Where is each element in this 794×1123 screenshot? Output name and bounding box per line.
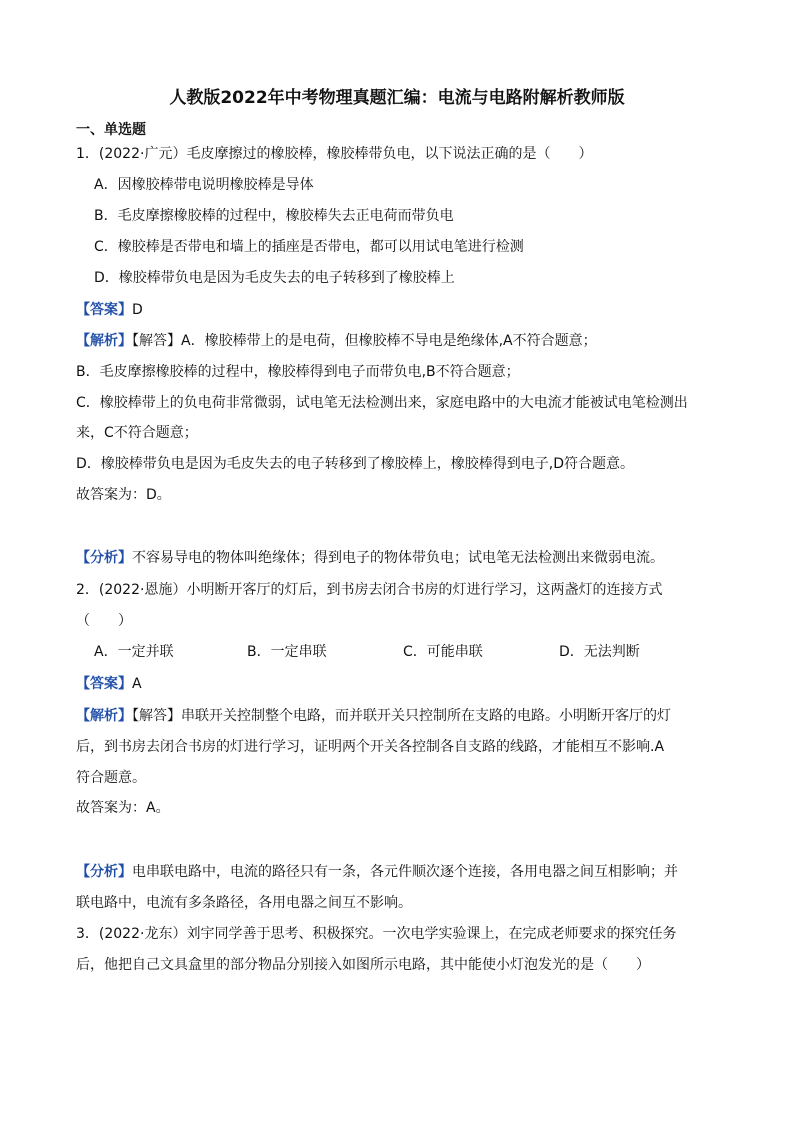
page-title: 人教版2022年中考物理真题汇编：电流与电路附解析教师版	[169, 88, 625, 108]
q3-stem-line1: 3．(2022·龙东）刘宇同学善于思考、积极探究。一次电学实验课上，在完成老师要求的探究任务	[76, 926, 677, 942]
q1-option-a: A．因橡胶棒带电说明橡胶棒是导体	[94, 177, 314, 193]
answer-tag: 【答案】	[76, 676, 132, 692]
q2-option-a: A．一定并联	[94, 644, 174, 660]
q2-analysis-line: 后，到书房去闭合书房的灯进行学习，证明两个开关各控制各自支路的线路，才能相互不影响.A	[76, 739, 665, 755]
q1-answer	[76, 300, 726, 320]
q2-stem-line2: （ ）	[76, 613, 132, 629]
analysis-tag: 【解析】	[76, 708, 132, 724]
q1-analysis-line: C．橡胶棒带上的负电荷非常微弱，试电笔无法检测出来，家庭电路中的大电流才能被试电笔检测出	[76, 395, 688, 411]
q2-analysis-first	[76, 706, 726, 726]
fenxi-text: 不容易导电的物体叫绝缘体；得到电子的物体带负电；试电笔无法检测出来微弱电流。	[132, 550, 664, 566]
q1-analysis-line: D．橡胶棒带负电是因为毛皮失去的电子转移到了橡胶棒上，橡胶棒得到电子,D符合题意。	[76, 456, 635, 472]
analysis-text: 【解答】A．橡胶棒带上的是电荷，但橡胶棒不导电是绝缘体,A不符合题意；	[132, 333, 597, 349]
q2-conclusion: 故答案为：A。	[76, 800, 170, 816]
q2-analysis-line: 符合题意。	[76, 770, 146, 786]
q2-option-d: D．无法判断	[559, 644, 640, 660]
q2-fenxi	[76, 862, 726, 882]
q1-option-c: C．橡胶棒是否带电和墙上的插座是否带电，都可以用试电笔进行检测	[94, 239, 524, 255]
analysis-text: 【解答】串联开关控制整个电路，而并联开关只控制所在支路的电路。小明断开客厅的灯	[132, 708, 671, 724]
q2-option-c: C．可能串联	[403, 644, 483, 660]
section-heading: 一、单选题	[76, 122, 146, 138]
q1-analysis-line: B．毛皮摩擦橡胶棒的过程中，橡胶棒得到电子而带负电,B不符合题意；	[76, 364, 520, 380]
q2-option-b: B．一定串联	[247, 644, 327, 660]
q1-option-b: B．毛皮摩擦橡胶棒的过程中，橡胶棒失去正电荷而带负电	[94, 208, 454, 224]
q1-stem: 1．(2022·广元）毛皮摩擦过的橡胶棒，橡胶棒带负电，以下说法正确的是（ ）	[76, 146, 593, 162]
answer-value: A	[132, 676, 142, 692]
q2-fenxi-line2: 联电路中，电流有多条路径，各用电器之间互不影响。	[76, 895, 412, 911]
fenxi-tag: 【分析】	[76, 550, 132, 566]
fenxi-text: 电串联电路中，电流的路径只有一条，各元件顺次逐个连接，各用电器之间互相影响；并	[132, 864, 678, 880]
q1-option-d: D．橡胶棒带负电是因为毛皮失去的电子转移到了橡胶棒上	[94, 270, 455, 286]
q1-fenxi	[76, 548, 726, 568]
answer-tag: 【答案】	[76, 302, 132, 318]
q2-options	[94, 642, 734, 662]
q1-analysis-first	[76, 331, 726, 351]
fenxi-tag: 【分析】	[76, 864, 132, 880]
analysis-tag: 【解析】	[76, 333, 132, 349]
q3-stem-line2: 后，他把自己文具盒里的部分物品分别接入如图所示电路，其中能使小灯泡发光的是（ ）	[76, 957, 650, 973]
q1-conclusion: 故答案为：D。	[76, 487, 171, 503]
q2-answer	[76, 674, 726, 694]
q2-stem-line1: 2．(2022·恩施）小明断开客厅的灯后，到书房去闭合书房的灯进行学习，这两盏灯的连接方式	[76, 582, 663, 598]
answer-value: D	[132, 302, 143, 318]
q1-analysis-line: 来，C不符合题意；	[76, 425, 198, 441]
